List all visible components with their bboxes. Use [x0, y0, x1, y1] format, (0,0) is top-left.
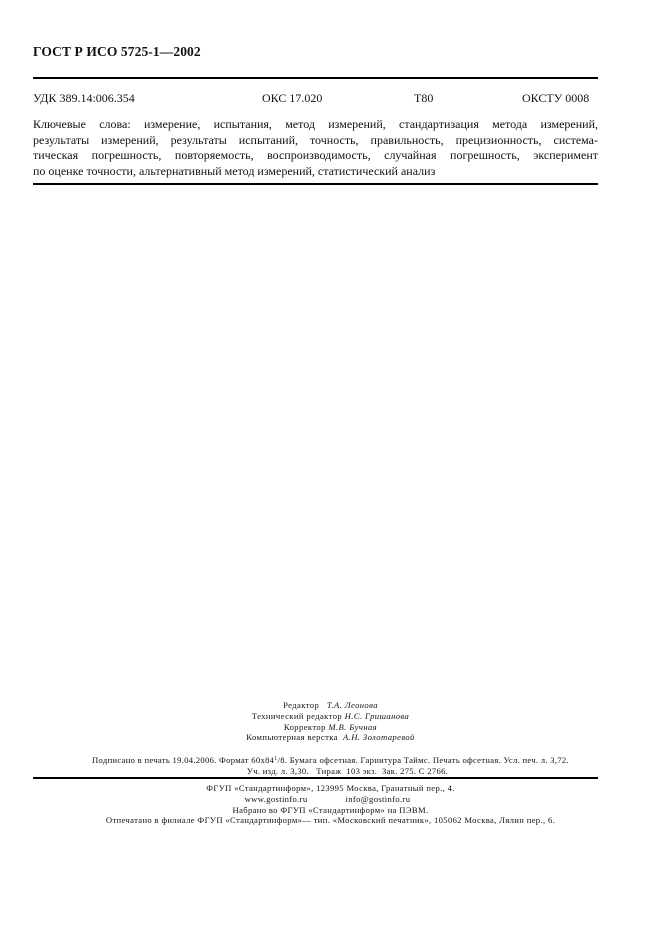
keywords-rule	[33, 183, 598, 185]
keywords-line: по оценке точности, альтернативный метод измерений, статистический анализ	[33, 163, 436, 178]
imprint-text: Подписано в печать 19.04.2006. Формат 60x84	[92, 755, 275, 765]
format-fraction: /8	[277, 755, 285, 765]
group-code: Т80	[414, 91, 434, 105]
keywords-line: Ключевые слова: измерение, испытания, метод измерений, стандартизация метода измерений,	[33, 117, 598, 131]
header-rule	[33, 77, 598, 79]
credit-editor	[0, 700, 661, 711]
credit-layout	[0, 732, 661, 743]
publisher-printed: Отпечатано в филиале ФГУП «Стандартинформ»— тип. «Московский печатник», 105062 Москва, Лялин пер., 6.	[105, 815, 556, 826]
credit-tech-editor	[0, 711, 661, 722]
credit-name: Н.С. Гришанова	[344, 710, 410, 721]
publisher-address: ФГУП «Стандартинформ», 123995 Москва, Гранатный пер., 4.	[206, 783, 455, 793]
credit-name: Т.А. Леонова	[326, 700, 378, 710]
keywords-line: тическая погрешность, повторяемость, воспроизводимость, случайная погрешность, эксперимент	[33, 148, 598, 162]
imprint-text: . Бумага офсетная. Гарнитура Таймс. Печать офсетная. Усл. печ. л. 3,72.	[284, 755, 569, 765]
imprint-line-2: Уч. изд. л. 3,30. Тираж 103 экз. Зак. 275. С 2766.	[246, 765, 449, 776]
keywords-block	[33, 117, 598, 179]
credit-role: Корректор	[283, 721, 326, 732]
imprint-rule	[33, 777, 598, 779]
credit-name: А.Н. Золотаревой	[343, 732, 415, 743]
publisher-typeset: Набрано во ФГУП «Стандартинформ» на ПЭВМ.	[232, 804, 429, 815]
keywords-line: результаты измерений, результаты испытаний, точность, правильность, прецизионность, система-	[33, 132, 598, 147]
classification-row	[33, 91, 598, 107]
credit-role: Редактор	[283, 700, 320, 710]
credit-role: Технический редактор	[251, 710, 343, 721]
publisher-block	[0, 783, 661, 826]
okstu-code: ОКСТУ 0008	[522, 91, 590, 105]
document-title: ГОСТ Р ИСО 5725-1—2002	[33, 44, 201, 59]
publisher-website: www.gostinfo.ru	[244, 793, 308, 804]
oks-code: ОКС 17.020	[262, 91, 323, 105]
format-superscript: 1	[274, 756, 278, 762]
credits-block	[0, 700, 661, 743]
imprint-block	[0, 754, 661, 777]
credit-proofreader	[0, 722, 661, 733]
credit-name: М.В. Бучная	[328, 721, 378, 732]
udc-code: УДК 389.14:006.354	[33, 91, 135, 105]
imprint-line-1	[0, 754, 661, 766]
credit-role: Компьютерная верстка	[246, 732, 338, 743]
publisher-contacts	[0, 794, 661, 805]
publisher-email: info@gostinfo.ru	[345, 793, 411, 804]
